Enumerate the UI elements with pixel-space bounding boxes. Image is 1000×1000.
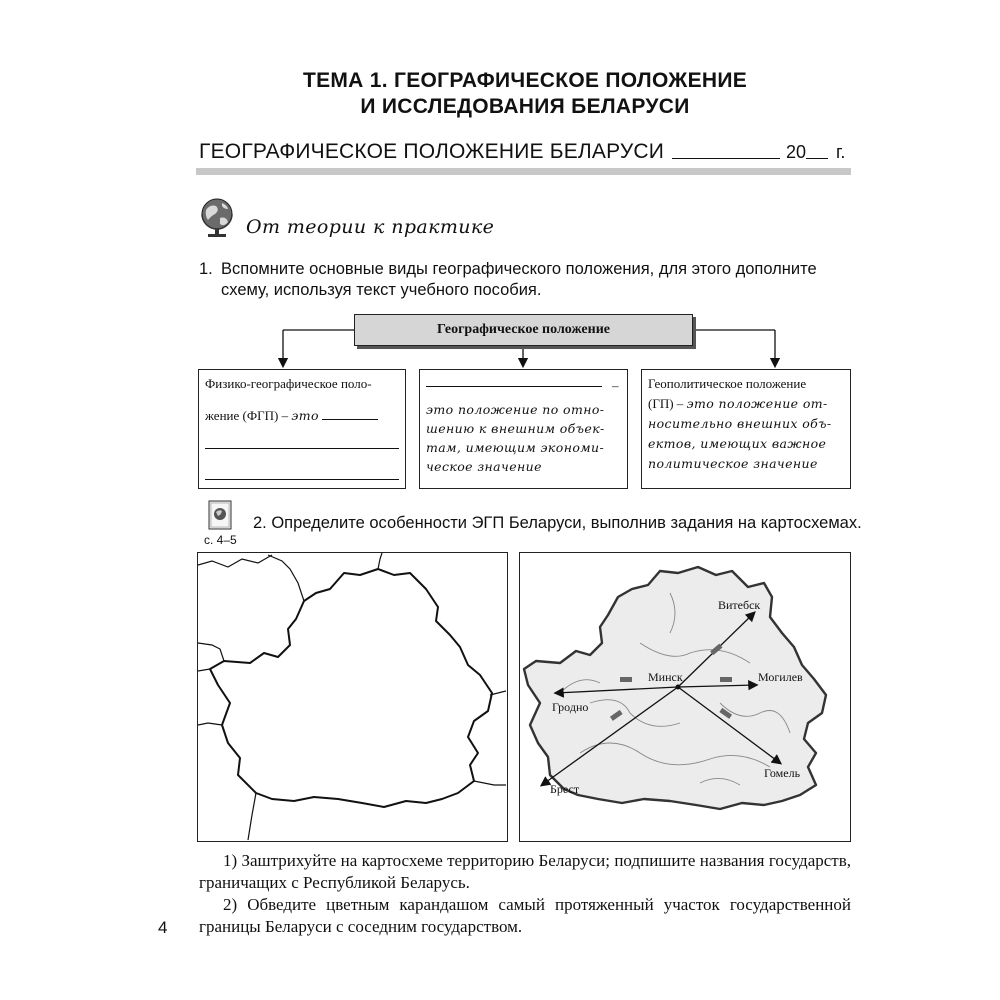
page-number: 4 [158, 918, 168, 937]
page-reference: с. 4–5 [204, 533, 237, 547]
box2-hand-line1: это положение по отно- [426, 402, 605, 417]
box3-text-a: Геополитическое положение [648, 376, 807, 391]
box1-text-b: жение (ФГП) – [205, 408, 289, 423]
section-title: ГЕОГРАФИЧЕСКОЕ ПОЛОЖЕНИЕ БЕЛАРУСИ [199, 140, 665, 163]
box1-handwritten: это [291, 408, 319, 423]
box1-answer-line2[interactable] [205, 430, 399, 449]
transit-map-drawing [520, 553, 849, 840]
practice-heading: От теории к практике [246, 216, 495, 238]
topic-title-line1: ТЕМА 1. ГЕОГРАФИЧЕСКОЕ ПОЛОЖЕНИЕ [302, 69, 748, 92]
city-brest: Брест [550, 782, 580, 796]
date-suffix: г. [836, 142, 846, 162]
subtask-2: 2) Обведите цветным карандашом самый протяженный участок государственной границы Беларуси с соседним государством. [199, 895, 851, 936]
box2-hand-line2: шению к внешним объек- [426, 421, 605, 436]
box2-hand-line4: ческое значение [426, 459, 542, 474]
city-vitebsk: Витебск [718, 598, 761, 612]
city-grodno: Гродно [552, 700, 589, 714]
box-geopolitical [641, 369, 851, 489]
transit-map [519, 552, 851, 842]
box3-hand-line2: ектов, имеющих важное [648, 436, 827, 451]
topic-title-line2: И ИССЛЕДОВАНИЯ БЕЛАРУСИ [360, 95, 690, 118]
box3-hand-line3: политическое значение [648, 456, 818, 471]
task1-text-line1: Вспомните основные виды географического положения, для этого дополните [221, 260, 817, 278]
subtask-1: 1) Заштрихуйте на картосхеме территорию Беларуси; подпишите названия государств, граничащих с Республикой Беларусь. [199, 851, 851, 892]
box-physical-geographic [198, 369, 406, 489]
box1-answer-line1[interactable] [322, 419, 378, 420]
city-mogilev: Могилев [758, 670, 803, 684]
box3-hand-line1: носительно внешних объ- [648, 416, 832, 431]
scheme-header: Географическое положение [354, 314, 693, 346]
task1-number: 1. [199, 260, 213, 278]
box3-text-b: (ГП) – [648, 396, 684, 411]
city-minsk: Минск [648, 670, 683, 684]
box2-answer-line[interactable] [426, 386, 602, 387]
box2-hand-line3: там, имеющим экономи- [426, 440, 605, 455]
date-year: 20 [786, 142, 807, 162]
box2-dash: – [612, 378, 619, 393]
box1-answer-line3[interactable] [205, 461, 399, 480]
task2-instructions: 2. Определите особенности ЭГП Беларуси, выполнив задания на картосхемах. [253, 514, 862, 532]
city-gomel: Гомель [764, 766, 801, 780]
outline-map-drawing [198, 553, 506, 840]
blank-outline-map[interactable] [197, 552, 508, 842]
task1-text-line2: схему, используя текст учебного пособия. [221, 281, 542, 299]
box-economic-geographic [419, 369, 628, 489]
box3-hand-first: это положение от- [686, 396, 828, 411]
box1-text-a: Физико-географическое поло- [205, 376, 372, 391]
atlas-icon [208, 500, 232, 530]
